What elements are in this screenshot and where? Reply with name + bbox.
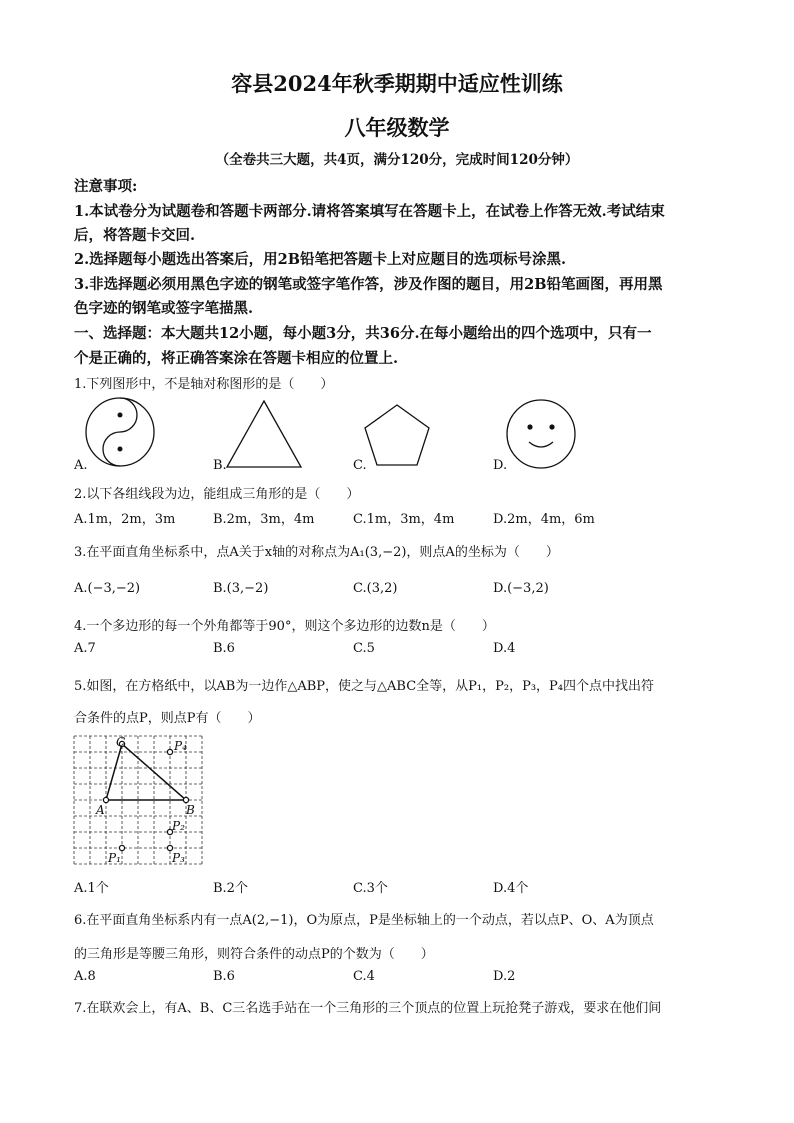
q4-option-b: B.6 <box>213 641 235 656</box>
q5-option-d: D.4个 <box>493 881 529 896</box>
point-b-label: B <box>186 803 195 817</box>
q6-option-d: D.2 <box>493 969 516 984</box>
q4-option-d: D.4 <box>493 641 516 656</box>
note-3b: 色字迹的钢笔或签字笔描黑. <box>74 300 254 317</box>
q2-option-c: C.1m，3m，4m <box>353 512 455 527</box>
q3-stem: 3.在平面直角坐标系中，点A关于x轴的对称点为A₁(3,−2)，则点A的坐标为（ ） <box>74 545 559 560</box>
q6-option-c: C.4 <box>353 969 375 984</box>
q5-option-a: A.1个 <box>74 881 109 896</box>
q6-option-a: A.8 <box>74 969 96 984</box>
note-3a: 3.非选择题必须用黑色字迹的钢笔或签字笔作答，涉及作图的题目，用2B铅笔画图，再用黑 <box>74 276 663 293</box>
notes-heading: 注意事项: <box>74 178 138 195</box>
point-c-label: C <box>116 735 126 749</box>
section1-heading-b: 个是正确的，将正确答案涂在答题卡相应的位置上. <box>74 350 399 367</box>
exam-subject: 八年级数学 <box>344 115 450 140</box>
grid-figure <box>72 734 204 866</box>
exam-info: （全卷共三大题，共4页，满分120分，完成时间120分钟） <box>215 152 579 168</box>
note-1a: 1.本试卷分为试题卷和答题卡两部分.请将答案填写在答题卡上，在试卷上作答无效.考试结束 <box>74 203 665 220</box>
q1-option-d: D. <box>493 458 508 473</box>
q6-stem-line2: 的三角形是等腰三角形，则符合条件的动点P的个数为（ ） <box>74 947 434 962</box>
q5-option-c: C.3个 <box>353 881 388 896</box>
pentagon-figure <box>362 402 432 468</box>
q1-stem: 1.下列图形中，不是轴对称图形的是（ ） <box>74 377 334 392</box>
exam-title: 容县2024年秋季期期中适应性训练 <box>231 71 563 96</box>
q2-option-a: A.1m，2m，3m <box>74 512 176 527</box>
note-2: 2.选择题每小题选出答案后，用2B铅笔把答题卡上对应题目的选项标号涂黑. <box>74 251 567 268</box>
q5-option-b: B.2个 <box>213 881 248 896</box>
q5-stem-line1: 5.如图，在方格纸中，以AB为一边作△ABP，使之与△ABC全等，从P₁，P₂，P₃，P₄四个点中找出符 <box>74 679 654 694</box>
q4-option-c: C.5 <box>353 641 375 656</box>
section1-heading-a: 一、选择题：本大题共12小题，每小题3分，共36分.在每小题给出的四个选项中，只有一 <box>74 325 652 342</box>
triangle-figure <box>224 398 304 470</box>
point-a-label: A <box>96 803 105 817</box>
point-p2-label: P₂ <box>172 819 185 833</box>
q1-option-b: B. <box>213 458 227 473</box>
yin-yang-figure <box>84 396 156 468</box>
q7-stem: 7.在联欢会上，有A、B、C三名选手站在一个三角形的三个顶点的位置上玩抢凳子游戏，要求在他们间 <box>74 1001 662 1016</box>
q3-option-b: B.(3,−2) <box>213 581 269 596</box>
q2-option-d: D.2m，4m，6m <box>493 512 595 527</box>
smiley-face-figure <box>505 398 577 470</box>
q1-option-c: C. <box>353 458 367 473</box>
q3-option-d: D.(−3,2) <box>493 581 549 596</box>
q2-stem: 2.以下各组线段为边，能组成三角形的是（ ） <box>74 487 360 502</box>
q4-stem: 4.一个多边形的每一个外角都等于90°，则这个多边形的边数n是（ ） <box>74 619 495 634</box>
note-1b: 后，将答题卡交回. <box>74 227 196 244</box>
q2-option-b: B.2m，3m，4m <box>213 512 315 527</box>
q4-option-a: A.7 <box>74 641 96 656</box>
point-p1-label: P₁ <box>108 851 121 865</box>
q3-option-a: A.(−3,−2) <box>74 581 141 596</box>
q6-option-b: B.6 <box>213 969 235 984</box>
q1-option-a: A. <box>74 458 88 473</box>
q3-option-c: C.(3,2) <box>353 581 398 596</box>
point-p4-label: P₄ <box>174 739 187 753</box>
point-p3-label: P₃ <box>172 851 185 865</box>
q6-stem-line1: 6.在平面直角坐标系内有一点A(2,−1)，O为原点，P是坐标轴上的一个动点，若以点P、O、A为顶点 <box>74 913 654 928</box>
q5-stem-line2: 合条件的点P，则点P有（ ） <box>74 711 261 726</box>
